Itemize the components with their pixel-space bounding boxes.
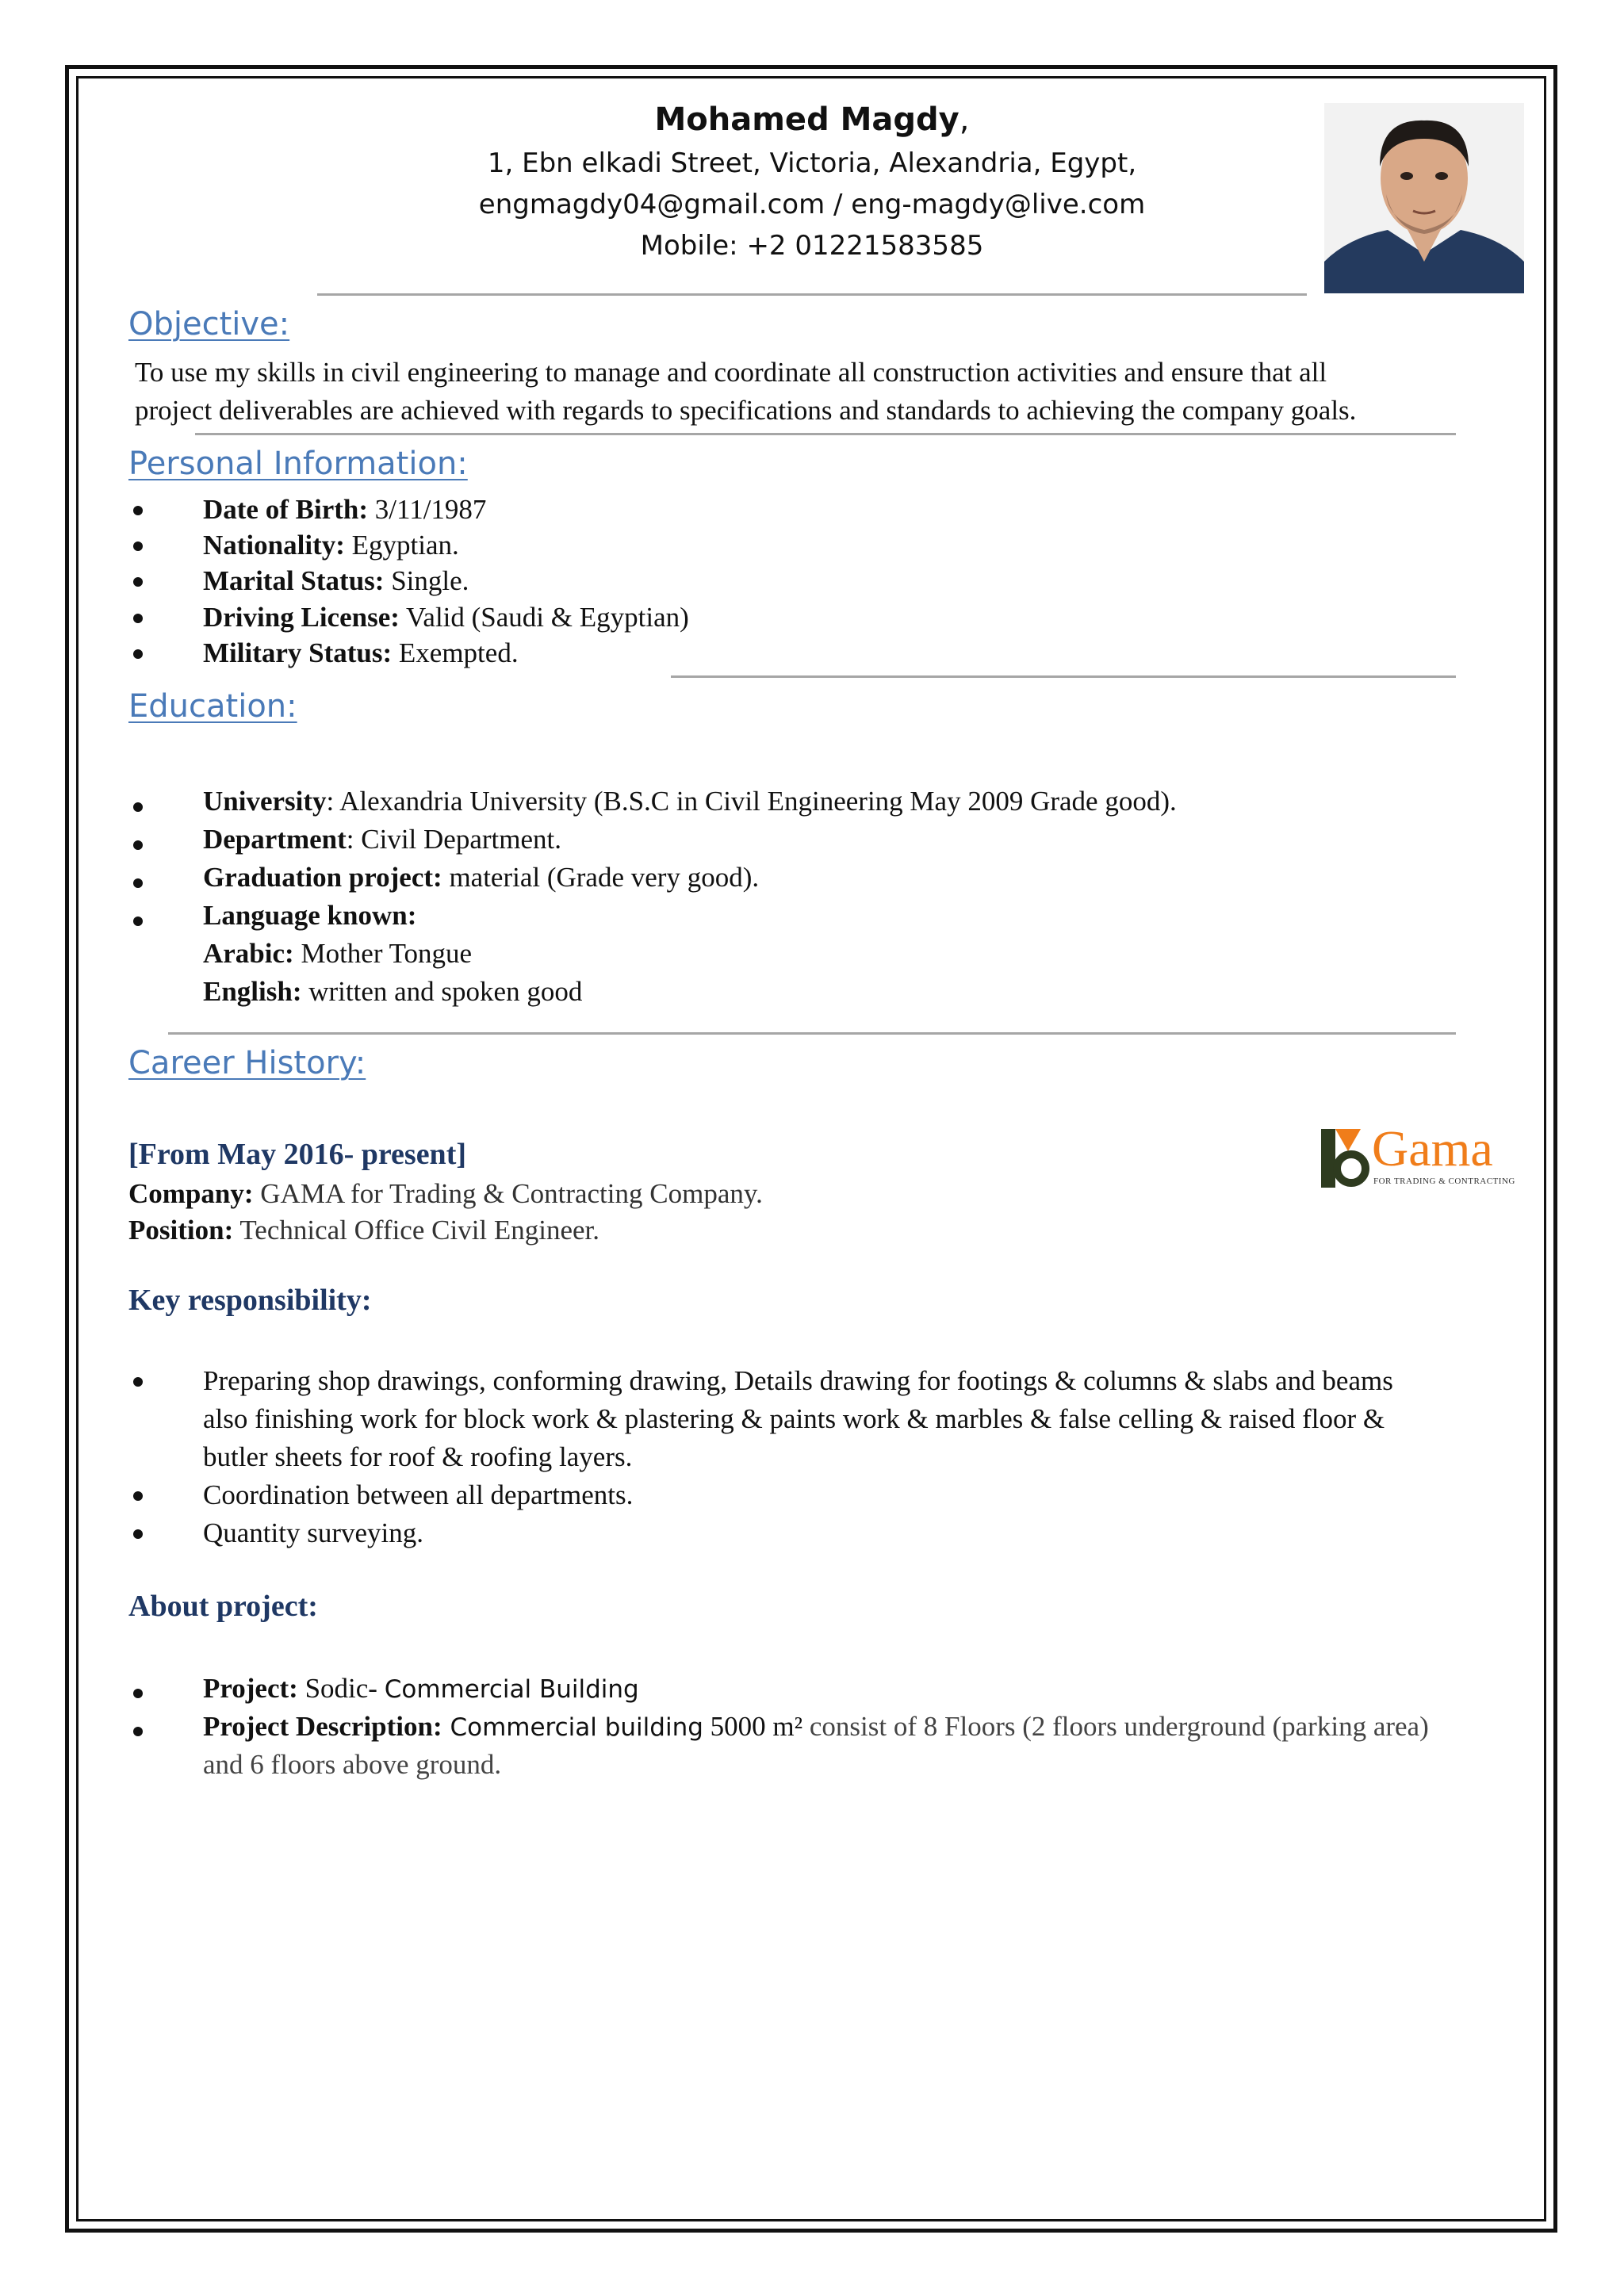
objective-line-2: project deliverables are achieved with regards to specifications and standards to achieving the company goals. xyxy=(135,395,1357,426)
bullet-icon xyxy=(133,577,143,587)
education-heading: Education: xyxy=(128,688,297,725)
bullet-icon xyxy=(133,614,143,623)
list-item: Military Status: Exempted. xyxy=(203,637,519,668)
objective-line-1: To use my skills in civil engineering to manage and coordinate all construction activities and ensure that all xyxy=(135,357,1327,388)
candidate-name: Mohamed Magdy, xyxy=(654,101,970,138)
list-item: Graduation project: material (Grade very good). xyxy=(203,862,760,893)
bullet-icon xyxy=(133,916,143,926)
gama-logo-text: Gama xyxy=(1372,1120,1493,1177)
bullet-icon xyxy=(133,840,143,850)
responsibility-line: Quantity surveying. xyxy=(203,1517,424,1548)
list-item: Nationality: Egyptian. xyxy=(203,530,459,561)
language-english: English: written and spoken good xyxy=(203,976,583,1007)
header-divider xyxy=(317,293,1307,296)
key-responsibility-heading: Key responsibility: xyxy=(128,1284,372,1317)
project-description-line: Project Description: Commercial building 5000 m² consist of 8 Floors (2 floors underground (parking area) xyxy=(203,1711,1429,1742)
responsibility-line: Coordination between all departments. xyxy=(203,1479,634,1510)
language-arabic: Arabic: Mother Tongue xyxy=(203,938,473,969)
objective-divider xyxy=(195,433,1456,435)
company-line: Company: GAMA for Trading & Contracting Company. xyxy=(128,1178,763,1209)
about-project-heading: About project: xyxy=(128,1590,318,1623)
bullet-icon xyxy=(133,802,143,812)
personal-info-heading: Personal Information: xyxy=(128,446,468,482)
email-addresses: engmagdy04@gmail.com / eng-magdy@live.com xyxy=(478,189,1146,220)
responsibility-line: also finishing work for block work & plastering & paints work & marbles & false celling & raised floor & xyxy=(203,1403,1385,1434)
list-item: Marital Status: Single. xyxy=(203,565,469,596)
person-portrait-icon xyxy=(1324,103,1524,293)
profile-photo xyxy=(1324,103,1524,293)
education-divider xyxy=(168,1032,1456,1035)
bullet-icon xyxy=(133,878,143,888)
gama-company-logo xyxy=(1320,1120,1527,1192)
career-history-heading: Career History: xyxy=(128,1045,366,1081)
responsibility-line: Preparing shop drawings, conforming drawing, Details drawing for footings & columns & slabs and beams xyxy=(203,1365,1393,1396)
list-item: Driving License: Valid (Saudi & Egyptian) xyxy=(203,602,689,633)
bullet-icon xyxy=(133,1491,143,1501)
personal-divider xyxy=(671,675,1456,678)
bullet-icon xyxy=(133,1689,143,1698)
responsibility-line: butler sheets for roof & roofing layers. xyxy=(203,1441,633,1472)
bullet-icon xyxy=(133,1727,143,1736)
bullet-icon xyxy=(133,649,143,659)
employment-period: [From May 2016- present] xyxy=(128,1138,466,1171)
list-item: Language known: xyxy=(203,900,417,931)
gama-logo-subtext: FOR TRADING & CONTRACTING xyxy=(1373,1177,1515,1186)
address: 1, Ebn elkadi Street, Victoria, Alexandria, Egypt, xyxy=(487,147,1137,179)
position-line: Position: Technical Office Civil Engineer. xyxy=(128,1215,600,1246)
project-description-line: and 6 floors above ground. xyxy=(203,1749,502,1780)
list-item: Date of Birth: 3/11/1987 xyxy=(203,494,487,525)
mobile-number: Mobile: +2 01221583585 xyxy=(640,230,984,262)
bullet-icon xyxy=(133,1377,143,1387)
project-line: Project: Sodic- Commercial Building xyxy=(203,1673,639,1704)
list-item: University: Alexandria University (B.S.C in Civil Engineering May 2009 Grade good). xyxy=(203,786,1177,817)
bullet-icon xyxy=(133,506,143,515)
objective-heading: Objective: xyxy=(128,306,290,342)
bullet-icon xyxy=(133,541,143,551)
list-item: Department: Civil Department. xyxy=(203,824,561,855)
bullet-icon xyxy=(133,1529,143,1539)
